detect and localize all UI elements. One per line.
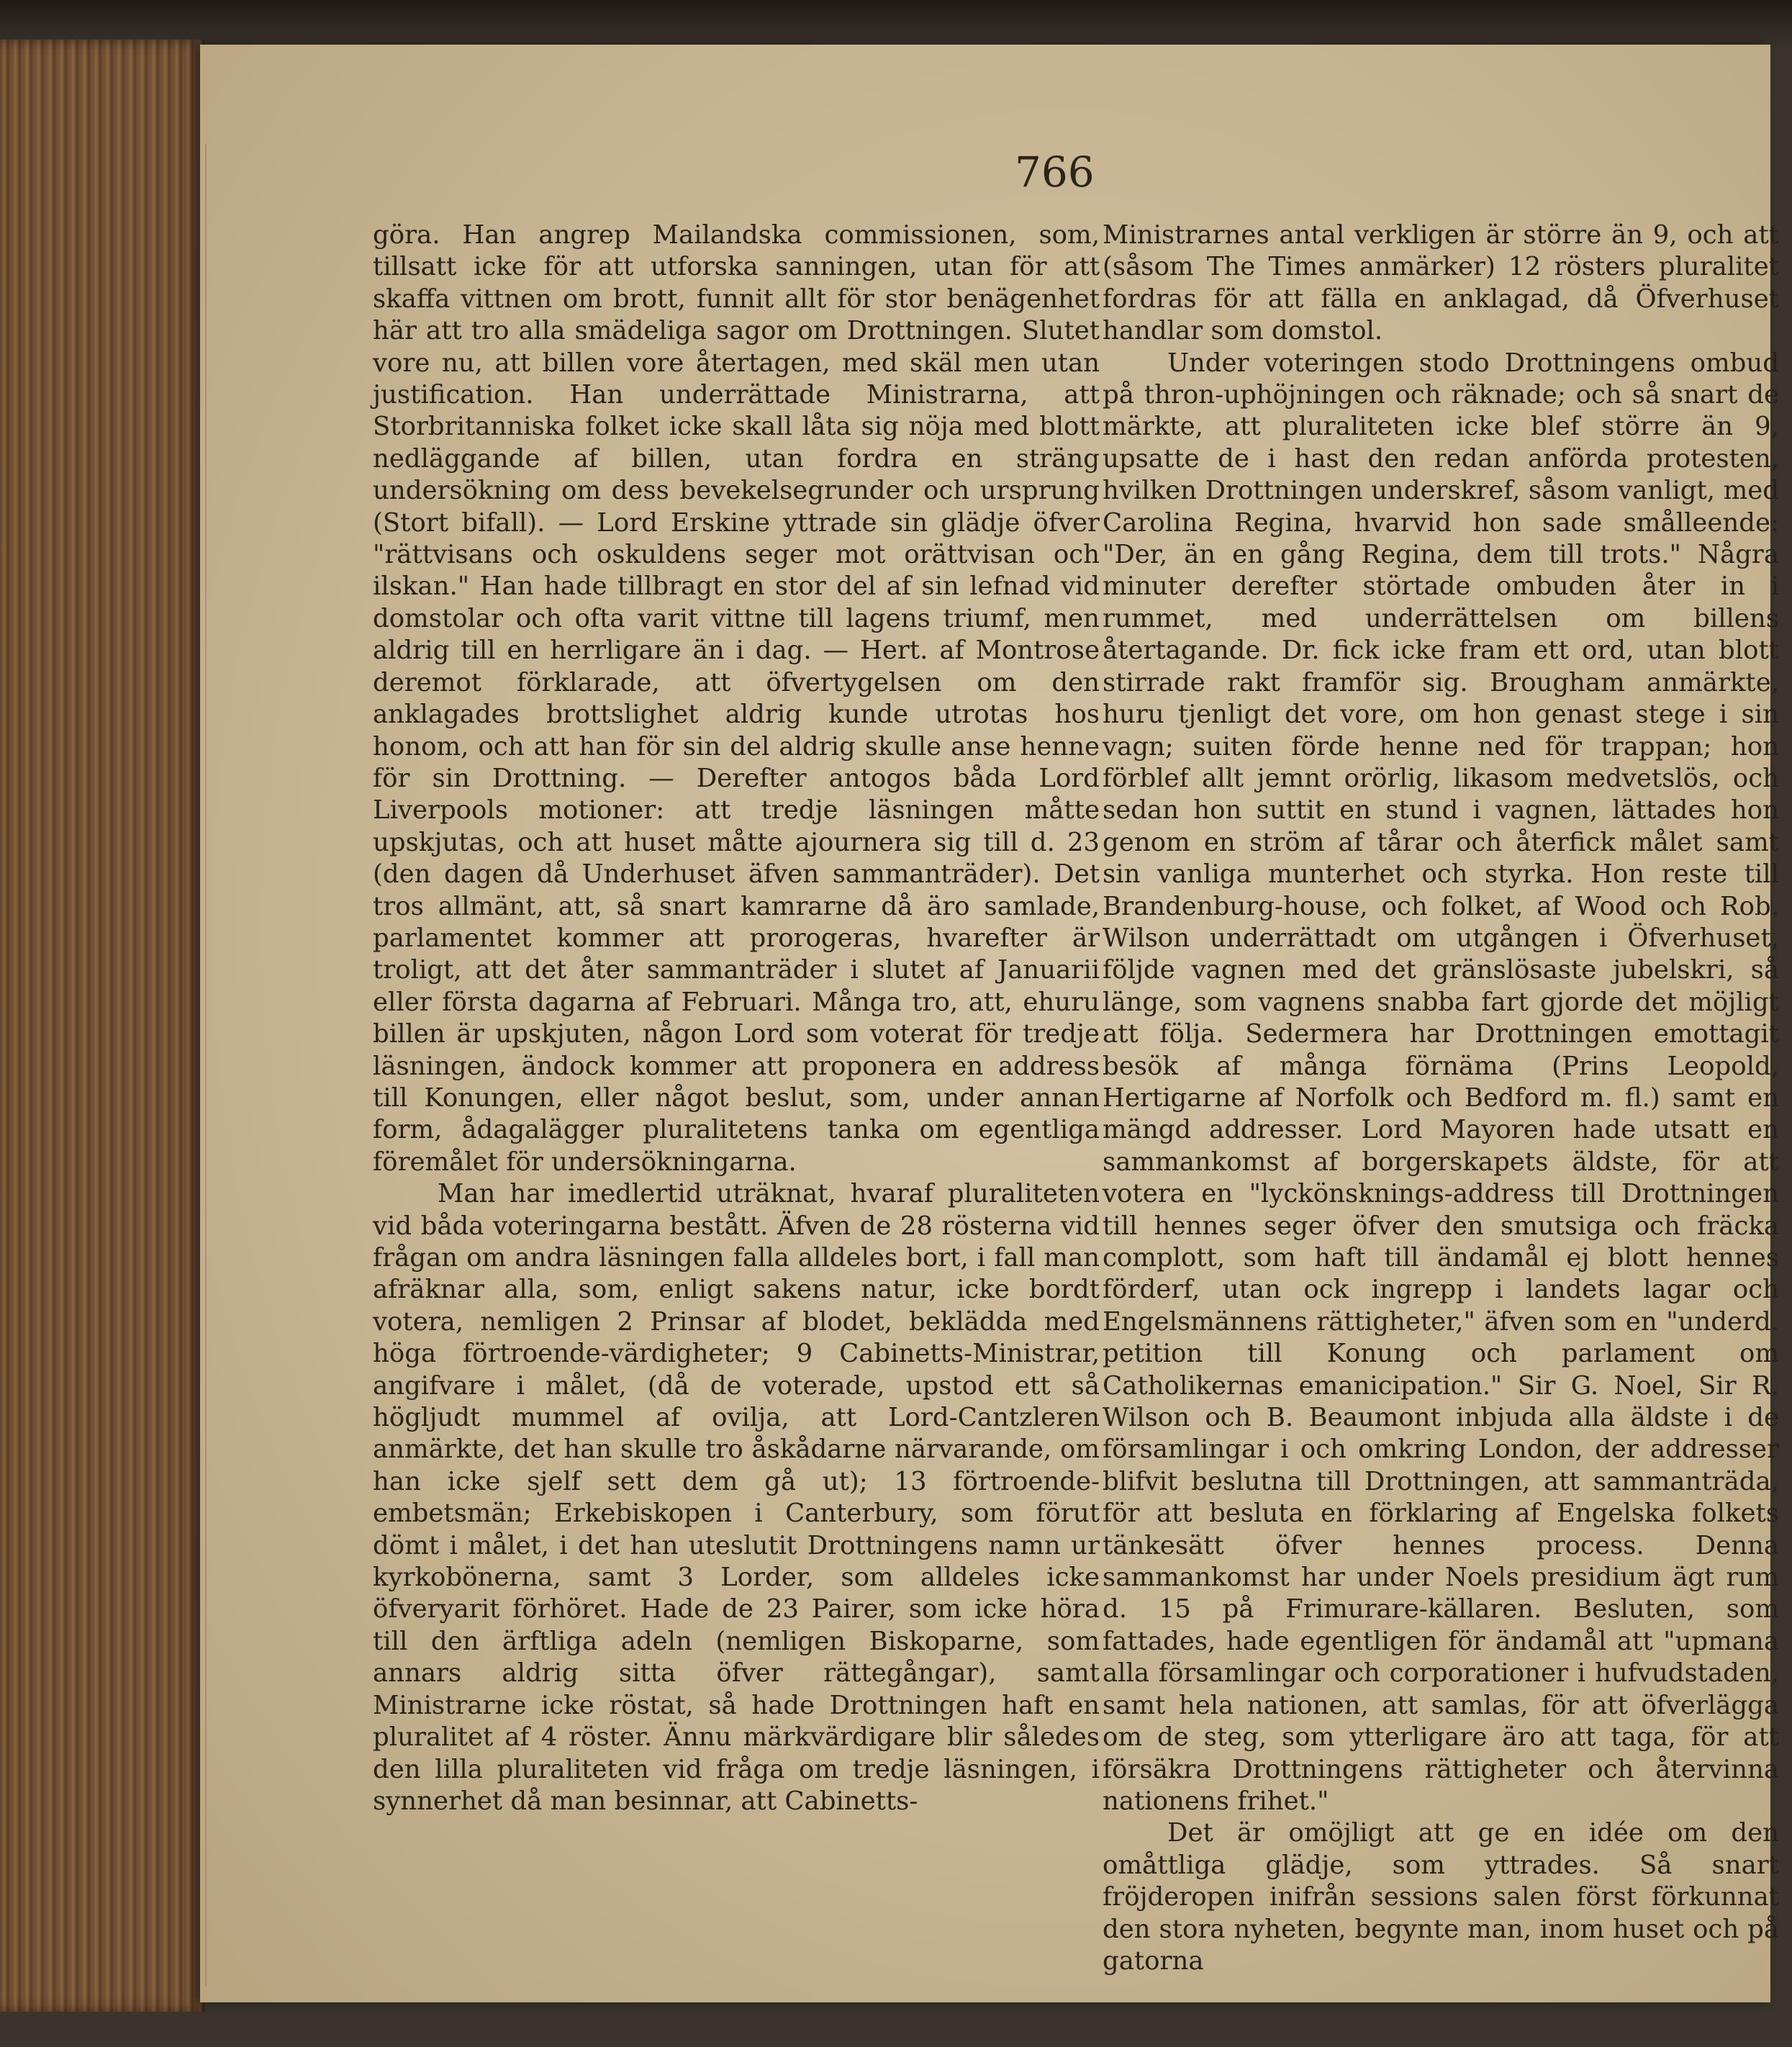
paragraph: Det är omöjligt att ge en idée om den omåttliga glädje, som yttrades. Så snart fröjderopen inifrån sessions salen först förkunnat den stora nyheten, begynte man, inom huset och på gatorna [1103, 1818, 1779, 1976]
paragraph: Ministrarnes antal verkligen är större än 9, och att (såsom The Times anmärker) 12 rösters pluralitet fordras för att fälla en anklagad, då Öfverhuset handlar som domstol. [1103, 220, 1779, 346]
left-text-column [373, 220, 1100, 1817]
top-shadow [0, 0, 1792, 50]
right-text-column [1103, 220, 1779, 1977]
paragraph: göra. Han angrep Mailandska commissionen, som, tillsatt icke för att utforska sanningen, utan för att skaffa vittnen om brott, funnit allt för stor benägenhet här att tro alla smädeliga sagor om Drottningen. Slutet vore nu, att billen vore återtagen, med skäl men utan justification. Han underrättade Ministrarna, att Storbritanniska folket icke skall låta sig nöja med blott nedläggande af billen, utan fordra en sträng undersökning om dess bevekelsegrunder och ursprung (Stort bifall). — Lord Erskine yttrade sin glädje öfver "rättvisans och oskuldens seger mot orättvisan och ilskan." Han hade tillbragt en stor del af sin lefnad vid domstolar och ofta varit vittne till lagens triumf, men aldrig till en herrligare än i dag. — Hert. af Montrose deremot förklarade, att öfvertygelsen om den anklagades brottslighet aldrig kunde utrotas hos honom, och att han för sin del aldrig skulle anse henne för sin Drottning. — Derefter antogos båda Lord Liverpools motioner: att tredje läsningen måtte upskjutas, och att huset måtte ajournera sig till d. 23 (den dagen då Underhuset äfven sammanträder). Det tros allmänt, att, så snart kamrarne då äro samlade, parlamentet kommer att prorogeras, hvarefter är troligt, att det åter sammanträder i slutet af Januarii eller första dagarna af Februari. Många tro, att, ehuru billen är upskjuten, någon Lord som voterat för tredje läsningen, ändock kommer att proponera en address till Konungen, eller något beslut, som, under annan form, ådagalägger pluralitetens tanka om egentliga föremålet för undersökningarna. [373, 220, 1100, 1177]
paragraph: Man har imedlertid uträknat, hvaraf pluraliteten vid båda voteringarna bestått. Äfven de 28 rösterna vid frågan om andra läsningen falla alldeles bort, i fall man afräknar alla, som, enligt sakens natur, icke bordt votera, nemligen 2 Prinsar af blodet, beklädda med höga förtroende-värdigheter; 9 Cabinetts-Ministrar, angifvare i målet, (då de voterade, upstod ett så högljudt mummel af ovilja, att Lord-Cantzleren anmärkte, det han skulle tro åskådarne närvarande, om han icke sjelf sett dem gå ut); 13 förtroende-embetsmän; Erkebiskopen i Canterbury, som förut dömt i målet, i det han uteslutit Drottningens namn ur kyrkobönerna, samt 3 Lorder, som alldeles icke öfveryarit förhöret. Hade de 23 Pairer, som icke höra till den ärftliga adeln (nemligen Biskoparne, som annars aldrig sitta öfver rättegångar), samt Ministrarne icke röstat, så hade Drottningen haft en pluralitet af 4 röster. Ännu märkvärdigare blir således den lilla pluraliteten vid fråga om tredje läsningen, i synnerhet då man besinnar, att Cabinetts- [373, 1179, 1100, 1816]
book-page-edges [0, 40, 205, 2012]
paragraph: Under voteringen stodo Drottningens ombud på thron-uphöjningen och räknade; och så snart de märkte, att pluraliteten icke blef större än 9, upsatte de i hast den redan anförda protesten, hvilken Drottningen underskref, såsom vanligt, med Carolina Regina, hvarvid hon sade smålleende: "Der, än en gång Regina, dem till trots." Några minuter derefter störtade ombuden åter in i rummet, med underrättelsen om billens återtagande. Dr. fick icke fram ett ord, utan blott stirrade rakt framför sig. Brougham anmärkte, huru tjenligt det vore, om hon genast stege i sin vagn; suiten förde henne ned för trappan; hon förblef allt jemnt orörlig, likasom medvetslös, och sedan hon suttit en stund i vagnen, lättades hon genom en ström af tårar och återfick målet samt sin vanliga munterhet och styrka. Hon reste till Brandenburg-house, och folket, af Wood och Rob. Wilson underrättadt om utgången i Öfverhuset, följde vagnen med det gränslösaste jubelskri, så länge, som vagnens snabba fart gjorde det möjligt att följa. Sedermera har Drottningen emottagit besök af många förnäma (Prins Leopold, Hertigarne af Norfolk och Bedford m. fl.) samt en mängd addresser. Lord Mayoren hade utsatt en sammankomst af borgerskapets äldste, för att votera en "lyckönsknings-address till Drottningen till hennes seger öfver den smutsiga och fräcka complott, som haft till ändamål ej blott hennes förderf, utan ock ingrepp i landets lagar och Engelsmännens rättigheter," äfven som en "underd. petition till Konung och parlament om Catholikernas emanicipation." Sir G. Noel, Sir R. Wilson och B. Beaumont inbjuda alla äldste i de församlingar i och omkring London, der addresser blifvit beslutna till Drottningen, att sammanträda, för att besluta en förklaring af Engelska folkets tänkesätt öfver hennes process. Denna sammankomst har under Noels presidium ägt rum d. 15 på Frimurare-källaren. Besluten, som fattades, hade egentligen för ändamål att "upmana alla församlingar och corporationer i hufvudstaden, samt hela nationen, att samlas, för att öfverlägga om de steg, som ytterligare äro att taga, för att försäkra Drottningens rättigheter och återvinna nationens frihet." [1103, 348, 1779, 1816]
page-number: 766 [1015, 148, 1095, 196]
page-gutter [205, 144, 207, 1987]
